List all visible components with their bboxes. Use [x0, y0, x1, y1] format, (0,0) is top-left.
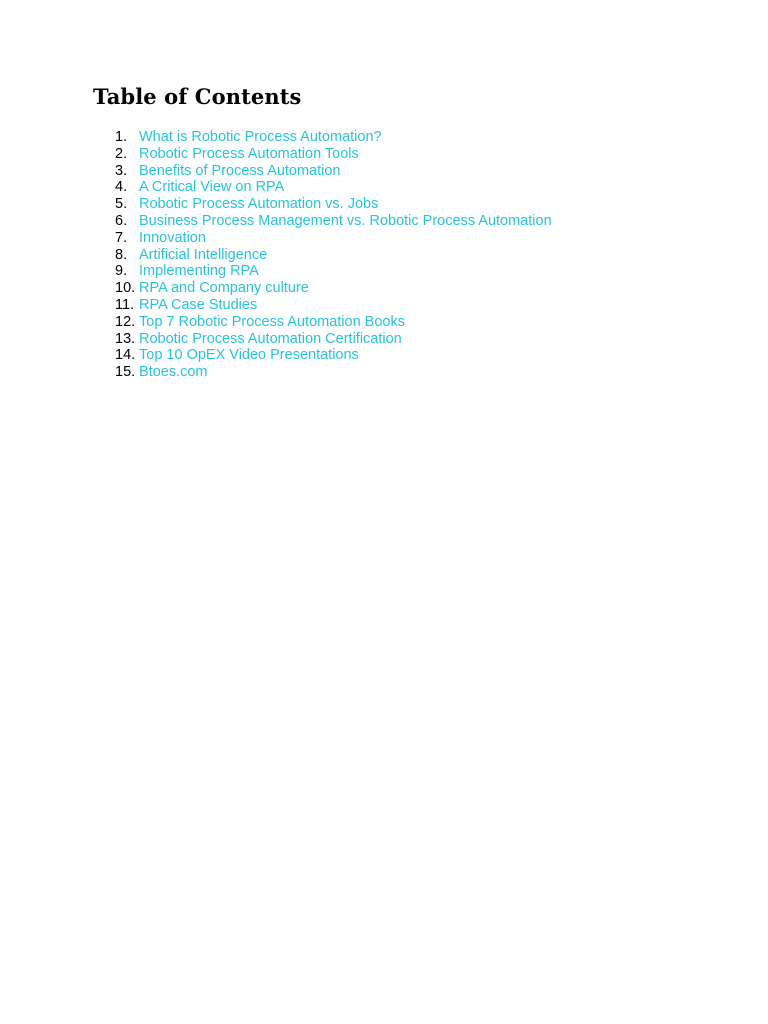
toc-item-number: 2. — [115, 145, 128, 162]
toc-item-number: 8. — [115, 246, 128, 263]
toc-link-rpa-vs-jobs[interactable]: Robotic Process Automation vs. Jobs — [139, 196, 379, 213]
toc-link-company-culture[interactable]: RPA and Company culture — [139, 280, 309, 297]
toc-item-number: 4. — [115, 179, 128, 196]
toc-link-opex-videos[interactable]: Top 10 OpEX Video Presentations — [139, 347, 359, 364]
toc-link-rpa-certification[interactable]: Robotic Process Automation Certification — [139, 330, 402, 347]
toc-link-case-studies[interactable]: RPA Case Studies — [139, 296, 258, 313]
toc-item-number: 12. — [115, 313, 136, 330]
toc-link-btoes[interactable]: Btoes.com — [139, 364, 208, 381]
toc-link-benefits[interactable]: Benefits of Process Automation — [139, 162, 341, 179]
toc-link-implementing-rpa[interactable]: Implementing RPA — [139, 263, 259, 280]
toc-item-number: 9. — [115, 263, 128, 280]
toc-item-number: 5. — [115, 196, 128, 213]
toc-link-innovation[interactable]: Innovation — [139, 229, 206, 246]
toc-heading: Table of Contents — [93, 84, 302, 109]
toc-link-bpm-vs-rpa[interactable]: Business Process Management vs. Robotic Process Automation — [139, 212, 552, 229]
toc-link-artificial-intelligence[interactable]: Artificial Intelligence — [139, 246, 268, 263]
toc-item-number: 14. — [115, 347, 136, 364]
toc-item-number: 3. — [115, 162, 128, 179]
toc-item-number: 11. — [115, 296, 135, 313]
toc-item-number: 13. — [115, 330, 136, 347]
toc-item-number: 10. — [115, 280, 136, 297]
toc-link-critical-view[interactable]: A Critical View on RPA — [139, 179, 285, 196]
toc-item-number: 7. — [115, 229, 128, 246]
toc-item-number: 6. — [115, 212, 128, 229]
toc-item-number: 1. — [115, 129, 128, 145]
toc-link-rpa-books[interactable]: Top 7 Robotic Process Automation Books — [139, 313, 405, 330]
toc-item-number: 15. — [115, 364, 136, 381]
toc-link-rpa-tools[interactable]: Robotic Process Automation Tools — [139, 145, 359, 162]
toc-link-what-is-rpa[interactable]: What is Robotic Process Automation? — [139, 129, 382, 145]
